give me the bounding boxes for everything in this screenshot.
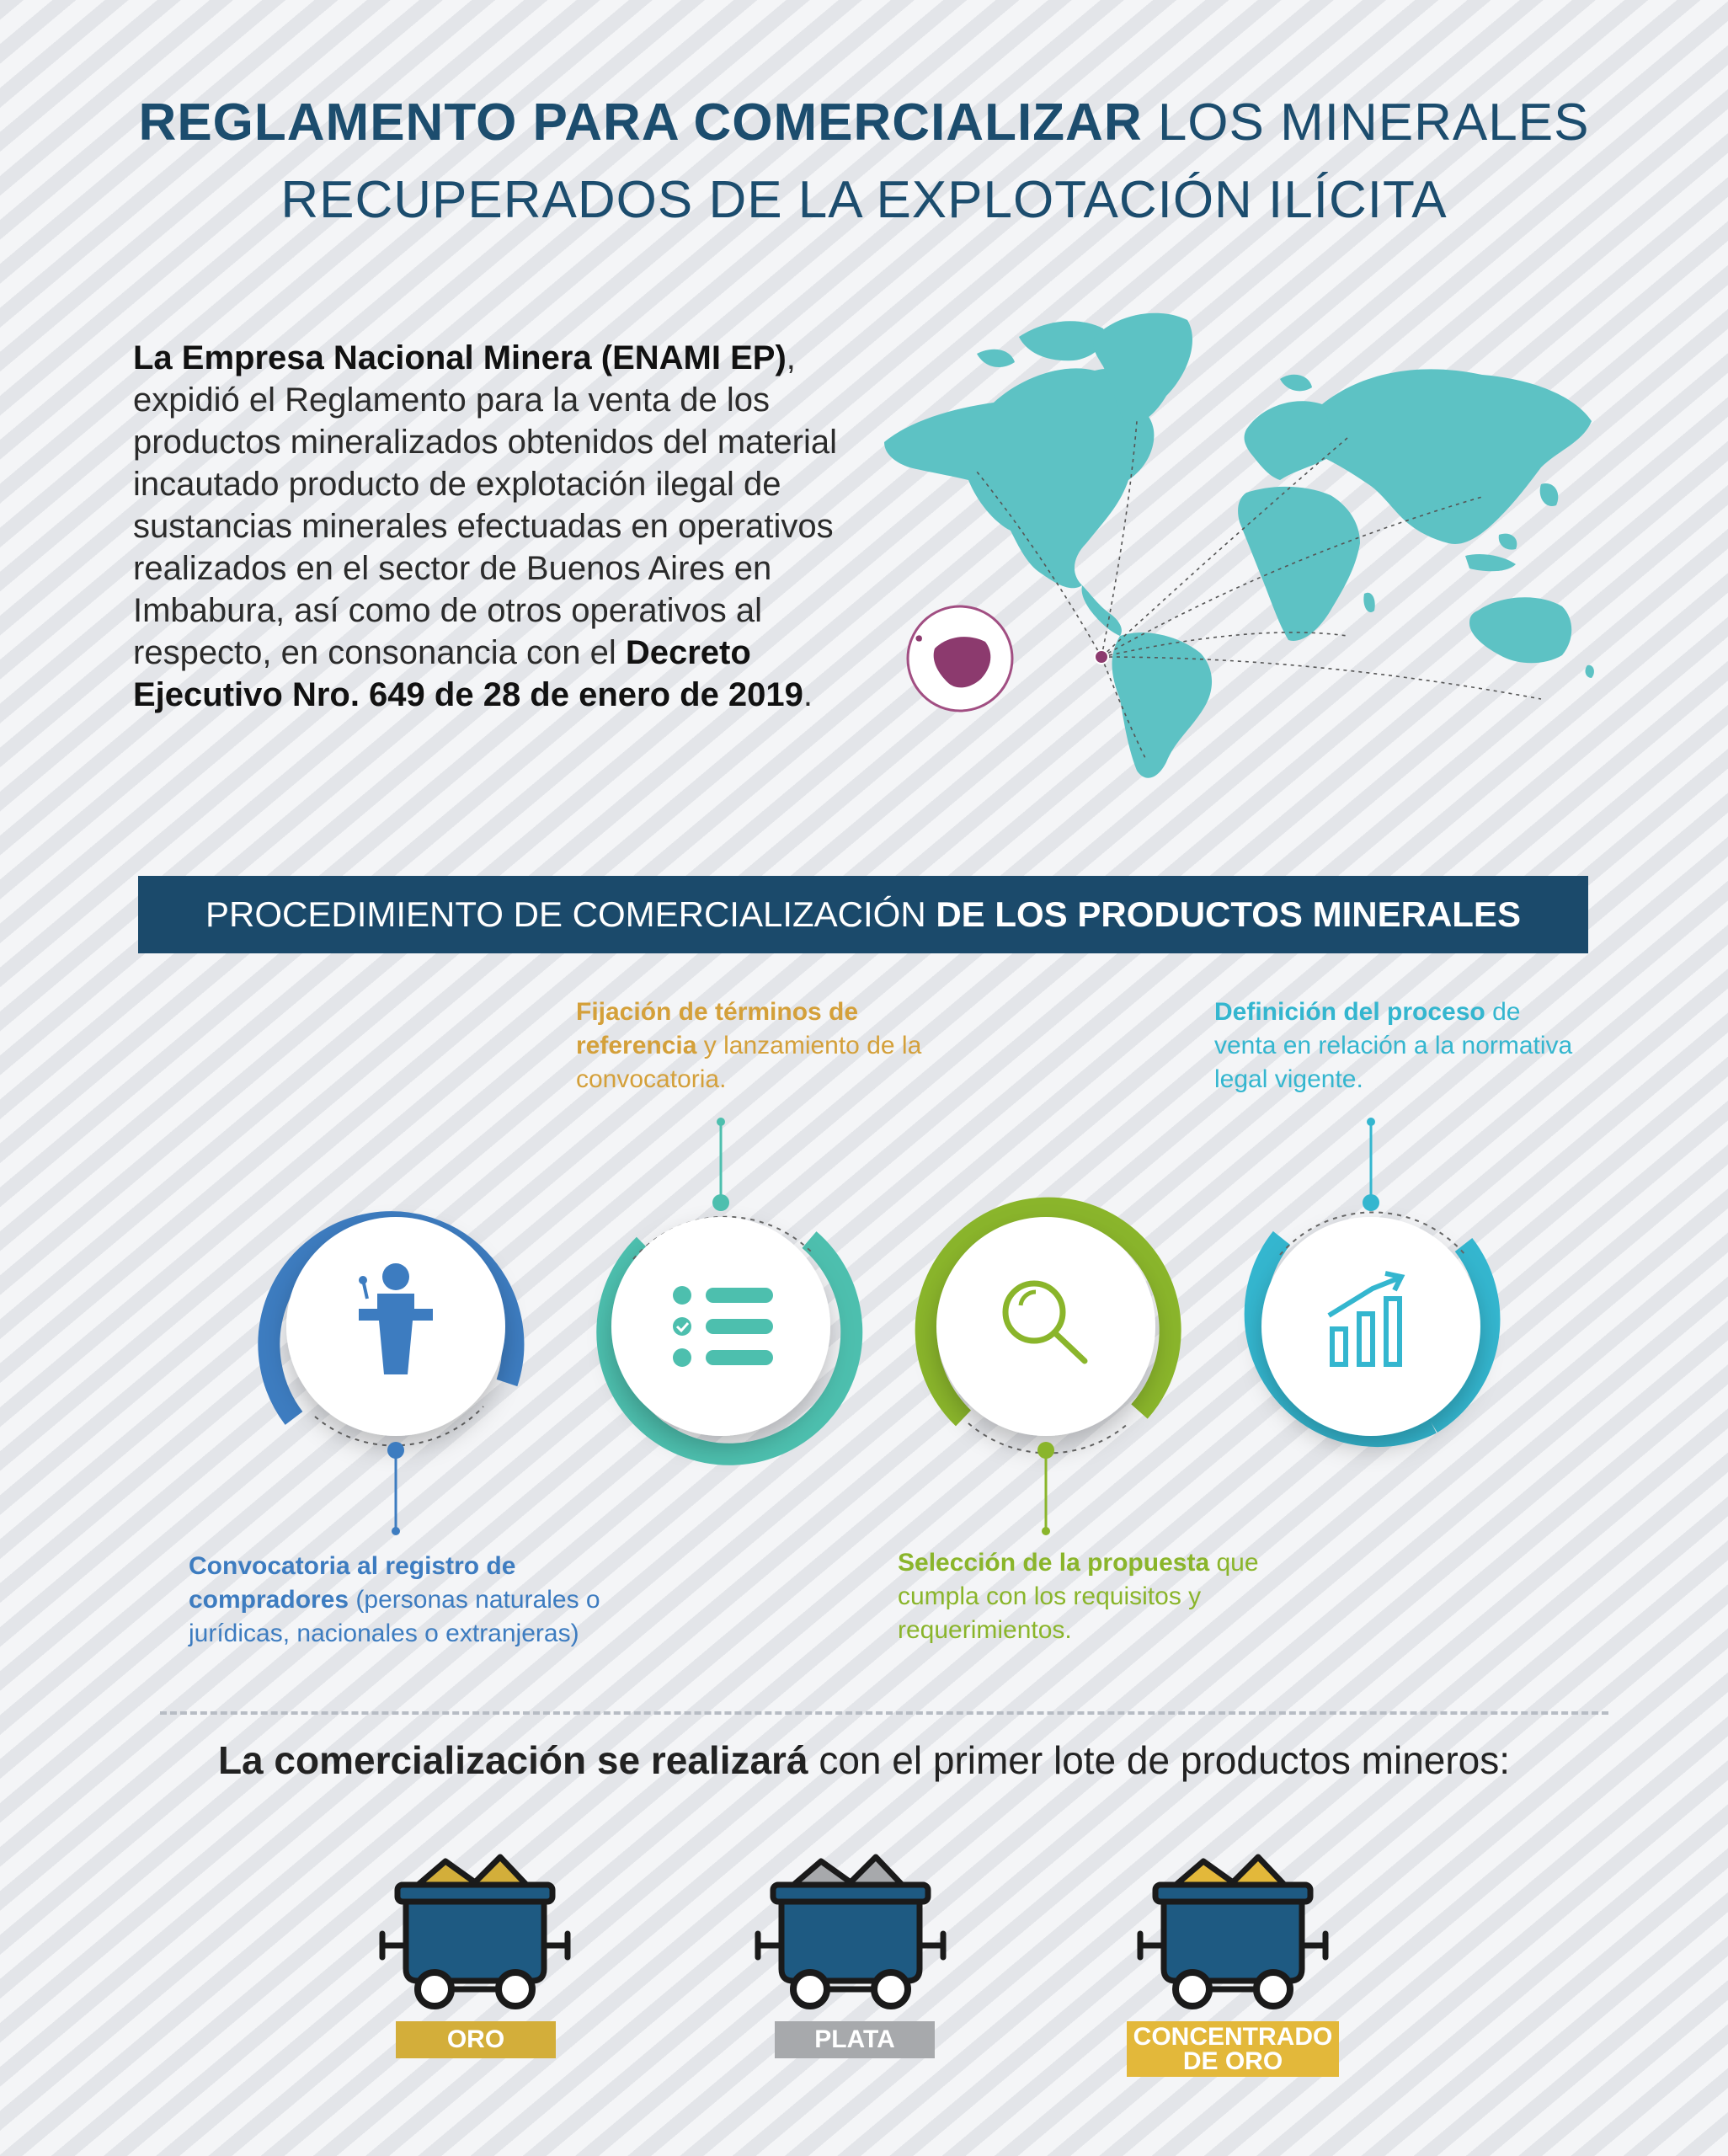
step-2-circle [607,1118,851,1454]
step-4-desc: de venta en relación a la normativa legal vigente. [1214,998,1573,1093]
world-map-illustration [876,303,1600,783]
procedure-banner [138,876,1588,953]
label-concentrado-line1: CONCENTRADO [1133,2023,1333,2051]
title-bold: REGLAMENTO PARA COMERCIALIZAR [138,93,1143,152]
label-concentrado-de-oro [1127,2021,1339,2077]
label-oro: ORO [396,2021,556,2058]
banner-light: PROCEDIMIENTO DE COMERCIALIZACIÓN [205,894,926,934]
process-steps-diagram [0,1103,1728,1575]
step-1-desc: (personas naturales o jurídicas, nacionales o extranjeras) [189,1586,600,1647]
page-title [0,84,1728,239]
intro-paragraph [133,337,857,716]
title-light: LOS MINERALES [1157,93,1590,152]
lot-heading [0,1735,1728,1785]
step-3-bold: Selección de la propuesta [898,1549,1210,1577]
step-2-text [576,995,930,1097]
step-1-circle [269,1217,513,1535]
step-4-circle [1245,1118,1489,1440]
intro-bold-company: La Empresa Nacional Minera (ENAMI EP) [133,339,787,376]
gold-cart-icon [374,1836,576,2013]
label-concentrado-line2: DE ORO [1182,2047,1283,2075]
intro-text: , expidió el Reglamento para la venta de los productos mineralizados obtenidos del material incautado producto de explotación ilegal de sustancias minerales efectuadas en operativos realizados en el sector de Buenos Aires en Imbabura, así como de otros operativos al respecto, en consonancia con el [133,339,838,671]
intro-bold-decree: Decreto Ejecutivo Nro. 649 de 28 de enero de 2019 [133,634,803,713]
gold-concentrate-cart-icon [1132,1836,1334,2013]
step-3-desc: que cumpla con los requisitos y requerimientos. [898,1549,1259,1644]
title-line2: RECUPERADOS DE LA EXPLOTACIÓN ILÍCITA [280,171,1448,229]
intro-end: . [803,676,813,713]
step-1-bold: Convocatoria al registro de compradores [189,1552,516,1614]
label-plata: PLATA [775,2021,935,2058]
checklist-icon [673,1286,773,1367]
silver-cart-icon [749,1836,952,2013]
banner-bold: DE LOS PRODUCTOS MINERALES [936,894,1521,934]
lot-text: con el primer lote de productos mineros: [808,1738,1511,1782]
lot-bold: La comercialización se realizará [217,1738,808,1782]
dashed-divider [160,1711,1608,1715]
step-2-desc: y lanzamiento de la convocatoria. [576,1032,922,1093]
step-4-bold: Definición del proceso [1214,998,1485,1026]
step-4-text [1214,995,1585,1097]
step-2-bold: Fijación de términos de referencia [576,998,859,1059]
step-3-circle [926,1209,1171,1535]
